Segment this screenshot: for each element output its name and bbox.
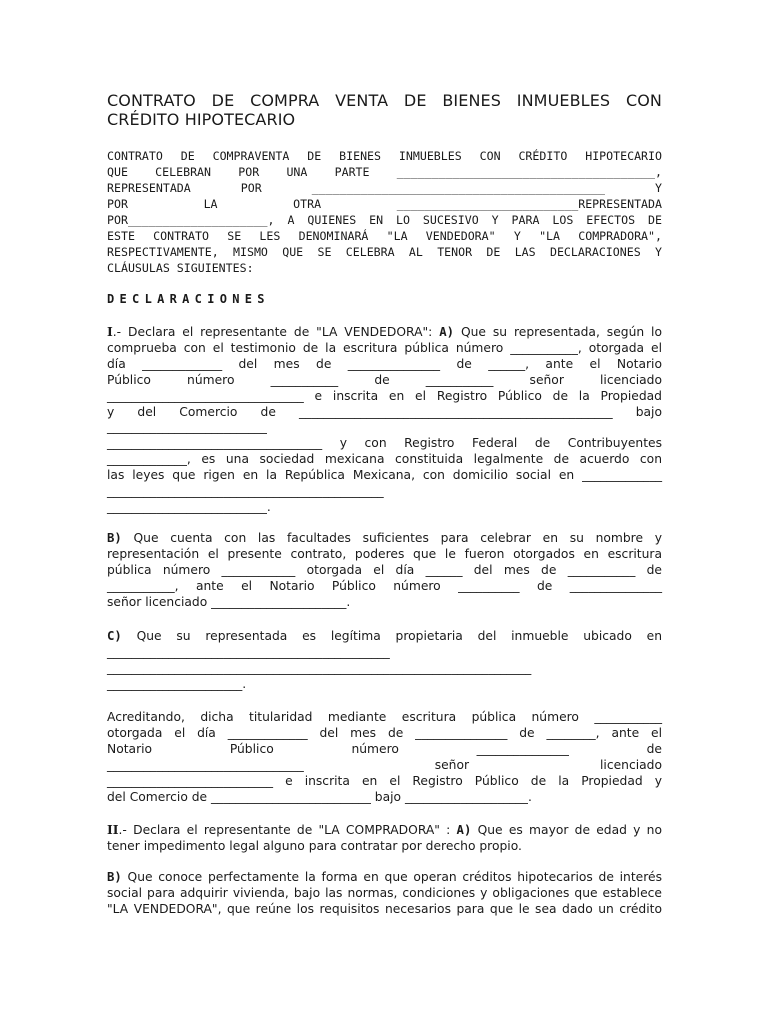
paragraph-line: otorgada el día _____________ del mes de _______________ de ________, ante el [107, 725, 662, 740]
declaration-line: __________________________. [107, 499, 271, 514]
declaration-lead: Declara el representante de "LA COMPRADORA" : [133, 823, 457, 837]
declaration-lead: Declara el representante de "LA VENDEDORA": [128, 325, 440, 339]
declaration-line: las leyes que rigen en la República Mexicana, con domicilio social en _____________ [107, 468, 662, 483]
declaration-line: pública número ____________ otorgada el día ______ del mes de ___________ de [107, 562, 662, 577]
paragraph-line: Acreditando, dicha titularidad mediante escritura pública número ___________ [107, 710, 662, 724]
intro-line: CLÁUSULAS SIGUIENTES: [107, 261, 254, 275]
contract-title: CONTRATO DE COMPRA VENTA DE BIENES INMUEBLES CON CRÉDITO HIPOTECARIO [107, 91, 662, 129]
declaration-line: __________________________ [107, 420, 267, 435]
declaration-II [107, 822, 662, 855]
declaration-line: social para adquirir vivienda, bajo las normas, condiciones y obligaciones que establece [107, 885, 662, 900]
acreditando-paragraph [107, 710, 662, 805]
declaration-text: Que conoce perfectamente la forma en que operan créditos hipotecarios de interés [121, 870, 662, 884]
declaration-I-B [107, 531, 662, 611]
declaration-line: _____________________________________________ [107, 484, 384, 499]
intro-line: CONTRATO DE COMPRAVENTA DE BIENES INMUEBLES CON CRÉDITO HIPOTECARIO [107, 149, 662, 163]
paragraph-line: del Comercio de __________________________ bajo ____________________. [107, 789, 532, 804]
intro-line: POR____________________, A QUIENES EN LO SUCESIVO Y PARA LOS EFECTOS DE [107, 213, 662, 227]
intro-line: QUE CELEBRAN POR UNA PARTE _____________________________________, [107, 165, 662, 179]
declaration-text: Que cuenta con las facultades suficientes para celebrar en su nombre y [121, 531, 662, 545]
intro-line: REPRESENTADA POR __________________________________________ Y [107, 181, 662, 195]
declaration-line: _____________, es una sociedad mexicana constituida legalmente de acuerdo con [107, 452, 662, 467]
declaration-line: Público número ___________ de ___________ señor licenciado [107, 372, 662, 387]
clause-tag-C: C) [107, 629, 122, 643]
paragraph-line: ________________________________ señor licenciado [107, 757, 662, 772]
declaration-line: ___________, ante el Notario Público número __________ de _______________ [107, 578, 662, 593]
declaration-text: Que su representada, según lo [454, 325, 662, 339]
declaration-line [107, 531, 662, 547]
declaration-II-B [107, 870, 662, 918]
declaration-line: ______________________________________________ [107, 644, 390, 659]
declaration-line: comprueba con el testimonio de la escritura pública número ___________, otorgada el [107, 340, 662, 355]
clause-tag-B: B) [107, 531, 122, 545]
clause-tag-B: B) [107, 870, 122, 884]
declaration-line: señor licenciado ______________________. [107, 594, 351, 609]
numeral-II: II [107, 822, 119, 837]
clause-tag-A: A) [439, 325, 455, 339]
numeral-separator: .- [118, 823, 134, 837]
declaration-line: representación el presente contrato, poderes que le fueron otorgados en escritura [107, 546, 662, 561]
numeral-separator: .- [112, 325, 129, 339]
intro-line: RESPECTIVAMENTE, MISMO QUE SE CELEBRA AL TENOR DE LAS DECLARACIONES Y [107, 245, 662, 259]
clause-tag-A: A) [456, 823, 472, 837]
declaration-line: día _____________ del mes de _______________ de ______, ante el Notario [107, 356, 662, 371]
declaration-line: ______________________. [107, 676, 247, 691]
declaration-I [107, 324, 662, 516]
declaration-line: y del Comercio de ___________________________________________________ bajo [107, 404, 662, 419]
declaration-line [107, 870, 662, 886]
declaration-line: _____________________________________________________________________ [107, 660, 532, 675]
intro-line: POR LA OTRA __________________________REPRESENTADA [107, 197, 662, 211]
declaration-line [107, 324, 662, 341]
intro-paragraph [107, 148, 662, 276]
paragraph-line: ___________________________ e inscrita en el Registro Público de la Propiedad y [107, 773, 662, 788]
numeral-I: I [107, 324, 113, 339]
declaration-text: Que su representada es legítima propietaria del inmueble ubicado en [121, 629, 662, 643]
paragraph-line: Notario Público número _______________ de [107, 741, 662, 756]
declaration-line [107, 822, 662, 839]
declaration-line [107, 629, 662, 645]
declaration-line: "LA VENDEDORA", que reúne los requisitos necesarios para que le sea dado un crédito [107, 901, 662, 916]
declaration-text: Que es mayor de edad y no [471, 823, 663, 837]
declaraciones-heading: DECLARACIONES [107, 292, 270, 306]
declaration-I-C [107, 629, 662, 693]
declaration-line: tener impedimento legal alguno para contratar por derecho propio. [107, 838, 522, 853]
declaration-line: ________________________________ e inscrita en el Registro Público de la Propiedad [107, 388, 662, 403]
intro-line: ESTE CONTRATO SE LES DENOMINARÁ "LA VENDEDORA" Y "LA COMPRADORA", [107, 229, 662, 243]
declaration-line: ___________________________________ y con Registro Federal de Contribuyentes [107, 436, 662, 451]
